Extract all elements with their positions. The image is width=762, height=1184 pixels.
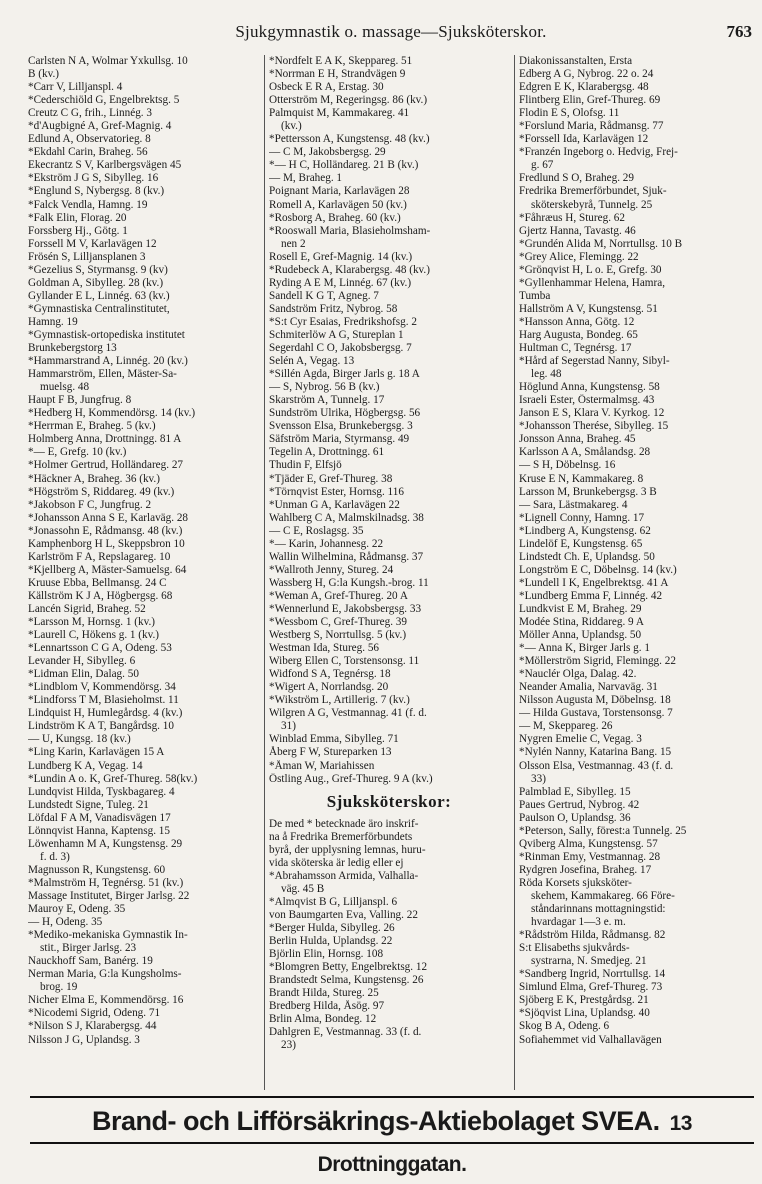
page-number: 763: [726, 22, 752, 41]
list-entry: — Sara, Lästmakareg. 4: [519, 498, 628, 511]
list-entry: *Franzén Ingeborg o. Hedvig, Frej-: [519, 146, 678, 159]
list-entry: — H, Odeng. 35: [28, 916, 103, 929]
list-entry: *Blomgren Betty, Engelbrektsg. 12: [269, 961, 428, 974]
list-entry: Skarström A, Tunnelg. 17: [269, 394, 385, 407]
list-entry: Åberg F W, Stureparken 13: [269, 746, 392, 759]
list-entry: Nygren Emelie C, Vegag. 3: [519, 733, 642, 746]
list-entry: Flodin E S, Olofsg. 11: [519, 107, 620, 120]
list-entry: *Englund S, Nybergsg. 8 (kv.): [28, 185, 165, 198]
list-entry: *Falk Elin, Florag. 20: [28, 211, 127, 224]
list-entry: *Rinman Emy, Vestmannag. 28: [519, 850, 661, 863]
list-entry: Palmblad E, Sibylleg. 15: [519, 785, 631, 798]
column-2-massage-list: [269, 55, 509, 786]
list-entry: Gyllander E L, Linnég. 63 (kv.): [28, 289, 170, 302]
list-entry: stit., Birger Jarlsg. 23: [40, 942, 137, 955]
list-entry: *Johansson Anna S E, Karlaväg. 28: [28, 511, 189, 524]
list-entry: *Lundin A o. K, Gref-Thureg. 58(kv.): [28, 772, 198, 785]
list-entry: Holmberg Anna, Drottningg. 81 A: [28, 433, 182, 446]
list-entry: *Lidman Elin, Dalag. 50: [28, 668, 139, 681]
list-entry: Lindstedt Ch. E, Uplandsg. 50: [519, 550, 655, 563]
list-entry: väg. 45 B: [281, 882, 325, 895]
list-entry: Longström E C, Döbelnsg. 14 (kv.): [519, 563, 677, 576]
list-entry: Qviberg Alma, Kungstensg. 57: [519, 837, 658, 850]
list-entry: Larsson M, Brunkebergsg. 3 B: [519, 485, 657, 498]
list-entry: Wilgren A G, Vestmannag. 41 (f. d.: [269, 707, 427, 720]
column-1: [28, 55, 258, 1090]
list-entry: Olsson Elsa, Vestmannag. 43 (f. d.: [519, 759, 674, 772]
list-entry: Sandström Fritz, Nybrog. 58: [269, 302, 398, 315]
list-entry: Mauroy E, Odeng. 35: [28, 903, 126, 916]
list-entry: Schmiterlöw A G, Stureplan 1: [269, 328, 404, 341]
list-entry: *Laurell C, Hökens g. 1 (kv.): [28, 629, 160, 642]
column-2: [264, 55, 509, 1090]
list-entry: hvardagar 1—3 e. m.: [531, 916, 626, 929]
list-entry: Höglund Anna, Kungstensg. 58: [519, 381, 660, 394]
list-entry: *S:t Cyr Esaias, Fredrikshofsg. 2: [269, 315, 417, 328]
column-3: [514, 55, 759, 1090]
list-entry: *Herrman E, Braheg. 5 (kv.): [28, 420, 156, 433]
list-entry: Nilsson Augusta M, Döbelnsg. 18: [519, 694, 671, 707]
list-entry: *Carr V, Lilljanspl. 4: [28, 81, 123, 94]
list-entry: *Johansson Therése, Sibylleg. 15: [519, 420, 669, 433]
list-entry: g. 67: [531, 159, 554, 172]
list-entry: Brandt Hilda, Stureg. 25: [269, 987, 379, 1000]
list-entry: — M, Skeppareg. 26: [519, 720, 613, 733]
list-entry: Palmquist M, Kammakareg. 41: [269, 107, 410, 120]
list-entry: *Peterson, Sally, förest:a Tunnelg. 25: [519, 824, 687, 837]
list-entry: Rydgren Josefina, Braheg. 17: [519, 863, 652, 876]
list-entry: muelsg. 48: [40, 381, 90, 394]
list-entry: *Malmström H, Tegnérsg. 51 (kv.): [28, 876, 184, 889]
list-entry: Simlund Elma, Gref-Thureg. 73: [519, 981, 663, 994]
list-entry: Neander Amalia, Narvaväg. 31: [519, 681, 658, 694]
list-entry: Otterström M, Regeringsg. 86 (kv.): [269, 94, 428, 107]
list-entry: Löwenhamn M A, Kungstensg. 29: [28, 837, 183, 850]
list-entry: Dahlgren E, Vestmannag. 33 (f. d.: [269, 1026, 422, 1039]
list-entry: *Larsson M, Hornsg. 1 (kv.): [28, 616, 155, 629]
list-entry: Sjöberg E K, Prestgårdsg. 21: [519, 994, 649, 1007]
list-entry: *Falck Vendla, Hamng. 19: [28, 198, 148, 211]
list-entry: — S, Nybrog. 56 B (kv.): [269, 381, 380, 394]
list-entry: Romell A, Karlavägen 50 (kv.): [269, 198, 407, 211]
list-entry: *Weman A, Gref-Thureg. 20 A: [269, 589, 408, 602]
list-entry: *Jonassohn E, Rådmansg. 48 (kv.): [28, 524, 183, 537]
list-entry: *Rosborg A, Braheg. 60 (kv.): [269, 211, 401, 224]
list-entry: Hammarström, Ellen, Mäster-Sa-: [28, 368, 177, 381]
list-entry: *Wikström L, Artillerig. 7 (kv.): [269, 694, 410, 707]
list-entry: 33): [531, 772, 546, 785]
list-entry: Massage Institutet, Birger Jarlsg. 22: [28, 890, 190, 902]
list-entry: *Lindberg A, Kungstensg. 62: [519, 524, 651, 537]
list-entry: *— E, Grefg. 10 (kv.): [28, 446, 127, 459]
list-entry: *Grönqvist H, L o. E, Grefg. 30: [519, 263, 662, 276]
list-entry: Lönnqvist Hanna, Kaptensg. 15: [28, 824, 170, 837]
list-entry: Berlin Hulda, Uplandsg. 22: [269, 935, 393, 948]
list-entry: *Grundén Alida M, Norrtullsg. 10 B: [519, 237, 683, 250]
section-title-sjukskoterskor: Sjuksköterskor:: [326, 791, 452, 811]
list-entry: *Sillén Agda, Birger Jarls g. 18 A: [269, 368, 420, 381]
list-entry: Forssberg Hj., Götg. 1: [28, 224, 128, 237]
list-entry: *d'Augbigné A, Gref-Magnig. 4: [28, 120, 172, 133]
list-entry: Segerdahl C O, Jakobsbergsg. 7: [269, 342, 412, 355]
list-entry: Bredberg Hilda, Åsög. 97: [269, 1000, 385, 1013]
list-entry: *Möllerström Sigrid, Flemingg. 22: [519, 655, 676, 668]
list-entry: Lundqvist Hilda, Tyskbagareg. 4: [28, 785, 175, 798]
list-entry: 23): [281, 1039, 296, 1052]
list-entry: Kruse E N, Kammakareg. 8: [519, 472, 644, 485]
list-entry: *Tjäder E, Gref-Thureg. 38: [269, 472, 393, 485]
list-entry: Harg Augusta, Bondeg. 65: [519, 328, 638, 341]
page-title: Sjukgymnastik o. massage—Sjuksköterskor.: [235, 22, 547, 41]
list-entry: *Nordfelt E A K, Skeppareg. 51: [269, 55, 413, 67]
list-entry: Möller Anna, Uplandsg. 50: [519, 629, 642, 642]
list-entry: Jonsson Anna, Braheg. 45: [519, 433, 636, 446]
list-entry: *Holmer Gertrud, Holländareg. 27: [28, 459, 184, 472]
list-entry: *Ekström J G S, Sibylleg. 16: [28, 172, 159, 185]
list-entry: *Sjöqvist Lina, Uplandsg. 40: [519, 1007, 650, 1020]
list-entry: Svensson Elsa, Brunkebergsg. 3: [269, 420, 413, 433]
list-entry: *Lindforss T M, Blasieholmst. 11: [28, 694, 179, 707]
list-entry: Brandstedt Selma, Kungstensg. 26: [269, 974, 424, 987]
list-entry: B (kv.): [28, 68, 59, 81]
list-entry: Westman Ida, Stureg. 56: [269, 642, 380, 655]
list-entry: Lindelöf E, Kungstensg. 65: [519, 537, 643, 550]
list-entry: Kamphenborg H L, Skeppsbron 10: [28, 537, 185, 550]
page-header: [30, 22, 752, 44]
list-entry: Paulson O, Uplandsg. 36: [519, 811, 631, 824]
footer-company: Brand- och Lifförsäkrings-Aktiebolaget SVEA.: [92, 1106, 660, 1136]
list-entry: *Lignell Conny, Hamng. 17: [519, 511, 645, 524]
list-entry: *Forslund Maria, Rådmansg. 77: [519, 120, 664, 133]
list-entry: Levander H, Sibylleg. 6: [28, 655, 136, 668]
list-entry: *Hedberg H, Kommendörsg. 14 (kv.): [28, 407, 196, 420]
list-entry: nen 2: [281, 237, 306, 250]
list-entry: *Nilson S J, Klarabergsg. 44: [28, 1020, 157, 1033]
list-entry: *Gymnastiska Centralinstitutet,: [28, 302, 170, 315]
list-entry: Poignant Maria, Karlavägen 28: [269, 185, 410, 198]
list-entry: Forssell M V, Karlavägen 12: [28, 237, 157, 250]
list-entry: *Gezelius S, Styrmansg. 9 (kv): [28, 263, 168, 276]
list-entry: *Jakobson F C, Jungfrug. 2: [28, 498, 152, 511]
list-entry: Tegelin A, Drottningg. 61: [269, 446, 385, 459]
directory-columns: [28, 55, 754, 1090]
list-entry: *Törnqvist Ester, Hornsg. 116: [269, 485, 404, 498]
list-entry: — Hilda Gustava, Torstensonsg. 7: [519, 707, 673, 720]
advertisement-footer: [30, 1102, 754, 1176]
list-entry: Nauckhoff Sam, Banérg. 19: [28, 955, 153, 968]
list-entry: Creutz C G, frih., Linnég. 3: [28, 107, 152, 120]
list-entry: Osbeck E R A, Erstag. 30: [269, 81, 384, 94]
list-entry: *Unman G A, Karlavägen 22: [269, 498, 400, 511]
list-entry: Wallin Wilhelmina, Rådmansg. 37: [269, 550, 424, 563]
list-entry: Tumba: [519, 289, 551, 302]
list-entry: Diakonissanstalten, Ersta: [519, 55, 633, 67]
list-entry: Ryding A E M, Linnég. 67 (kv.): [269, 276, 412, 289]
list-entry: Östling Aug., Gref-Thureg. 9 A (kv.): [269, 772, 433, 785]
list-entry: Karlsson A A, Smålandsg. 28: [519, 446, 651, 459]
list-entry: leg. 48: [531, 368, 562, 381]
list-entry: *Åman W, Mariahissen: [269, 759, 375, 772]
list-entry: Nicher Elma E, Kommendörsg. 16: [28, 994, 184, 1007]
list-entry: Röda Korsets sjuksköter-: [519, 876, 632, 889]
list-entry: Brunkebergstorg 13: [28, 342, 117, 355]
list-entry: *Rudebeck A, Klarabergsg. 48 (kv.): [269, 263, 430, 276]
list-entry: *Gymnastisk-ortopediska institutet: [28, 328, 185, 341]
list-entry: *Nauclér Olga, Dalag. 42.: [519, 668, 637, 681]
list-entry: *Hansson Anna, Götg. 12: [519, 315, 635, 328]
list-entry: Hamng. 19: [28, 315, 78, 328]
list-entry: Sundström Ulrika, Högbergsg. 56: [269, 407, 421, 420]
list-entry: *Lennartsson C G A, Odeng. 53: [28, 642, 172, 655]
list-entry: — U, Kungsg. 18 (kv.): [28, 733, 131, 746]
list-entry: vida sköterska är ledig eller ej: [269, 856, 404, 869]
list-entry: *Rådström Hilda, Rådmansg. 82: [519, 929, 666, 942]
list-entry: Lindström K A T, Bangårdsg. 10: [28, 720, 174, 733]
list-entry: Janson E S, Klara V. Kyrkog. 12: [519, 407, 665, 420]
list-entry: — M, Braheg. 1: [269, 172, 343, 185]
list-entry: ståndarinnans mottagningstid:: [531, 903, 666, 916]
list-entry: von Baumgarten Eva, Valling. 22: [269, 908, 418, 921]
list-entry: Edlund A, Observatorieg. 8: [28, 133, 151, 146]
list-entry: Paues Gertrud, Nybrog. 42: [519, 798, 640, 811]
list-entry: *Häckner A, Braheg. 36 (kv.): [28, 472, 160, 485]
list-entry: Lundberg K A, Vegag. 14: [28, 759, 143, 772]
list-entry: skehem, Kammakareg. 66 Före-: [531, 890, 675, 902]
list-entry: (kv.): [281, 120, 302, 133]
list-entry: Edgren E K, Klarabergsg. 48: [519, 81, 649, 94]
list-entry: Fredlund S O, Braheg. 29: [519, 172, 634, 185]
list-entry: *Abrahamsson Armida, Valhalla-: [269, 869, 419, 882]
list-entry: *Högström S, Riddareg. 49 (kv.): [28, 485, 175, 498]
list-entry: *— Anna K, Birger Jarls g. 1: [519, 642, 650, 655]
list-entry: brog. 19: [40, 981, 78, 994]
list-entry: *Ekdahl Carin, Braheg. 56: [28, 146, 148, 159]
list-entry: na å Fredrika Bremerförbundets: [269, 830, 413, 843]
list-entry: Frösén S, Lilljansplanen 3: [28, 250, 146, 263]
list-entry: Selén A, Vegag. 13: [269, 355, 355, 368]
list-entry: systrarna, N. Smedjeg. 21: [531, 955, 647, 968]
list-entry: Björlin Elin, Hornsg. 108: [269, 948, 384, 961]
list-entry: *Forssell Ida, Karlavägen 12: [519, 133, 649, 146]
list-entry: Modée Stina, Riddareg. 9 A: [519, 616, 644, 629]
list-entry: *Wessbom C, Gref-Thureg. 39: [269, 616, 407, 629]
list-entry: Wahlberg C A, Malmskilnadsg. 38: [269, 511, 424, 524]
list-entry: De med * betecknade äro inskrif-: [269, 817, 419, 830]
list-entry: f. d. 3): [40, 850, 70, 863]
list-entry: *Nylén Nanny, Katarina Bang. 15: [519, 746, 672, 759]
list-entry: Haupt F B, Jungfrug. 8: [28, 394, 132, 407]
list-entry: *Hammarstrand A, Linnég. 20 (kv.): [28, 355, 188, 368]
footer-rule-top: [30, 1096, 754, 1098]
list-entry: Brlin Alma, Bondeg. 12: [269, 1013, 377, 1026]
list-entry: Karlström F A, Repslagareg. 10: [28, 550, 171, 563]
list-entry: *Wennerlund E, Jakobsbergsg. 33: [269, 602, 422, 615]
list-entry: Thudin F, Elfsjö: [269, 459, 342, 472]
list-entry: *— H C, Holländareg. 21 B (kv.): [269, 159, 419, 172]
list-entry: Israeli Ester, Östermalmsg. 43: [519, 394, 655, 407]
list-entry: *Nicodemi Sigrid, Odeng. 71: [28, 1007, 161, 1020]
list-entry: Magnusson R, Kungstensg. 60: [28, 863, 166, 876]
list-entry: *Sandberg Ingrid, Norrtullsg. 14: [519, 968, 666, 981]
list-entry: *Fåhræus H, Stureg. 62: [519, 211, 625, 224]
list-entry: Skog B A, Odeng. 6: [519, 1020, 610, 1033]
list-entry: Lundkvist E M, Braheg. 29: [519, 602, 642, 615]
list-entry: 31): [281, 720, 296, 733]
list-entry: Sandell K G T, Agneg. 7: [269, 289, 379, 302]
list-entry: *Mediko-mekaniska Gymnastik In-: [28, 929, 188, 942]
list-entry: *Berger Hulda, Sibylleg. 26: [269, 922, 395, 934]
list-entry: *Lundberg Emma F, Linnég. 42: [519, 589, 663, 602]
list-entry: Widfond S A, Tegnérsg. 18: [269, 668, 391, 681]
list-entry: *Grey Alice, Flemingg. 22: [519, 250, 639, 263]
list-entry: byrå, der upplysning lemnas, huru-: [269, 843, 426, 856]
list-entry: — S H, Döbelnsg. 16: [519, 459, 616, 472]
list-entry: Säfström Maria, Styrmansg. 49: [269, 433, 410, 446]
list-entry: *Wigert A, Norrlandsg. 20: [269, 681, 389, 694]
list-entry: Ekecrantz S V, Karlbergsvägen 45: [28, 159, 182, 172]
list-entry: *Almqvist B G, Lilljanspl. 6: [269, 895, 398, 908]
list-entry: Winblad Emma, Sibylleg. 71: [269, 733, 399, 746]
list-entry: *Lundell I K, Engelbrektsg. 41 A: [519, 576, 669, 589]
list-entry: Lundstedt Signe, Tuleg. 21: [28, 798, 149, 811]
list-entry: Lancén Sigrid, Braheg. 52: [28, 602, 146, 615]
list-entry: Westberg S, Norrtullsg. 5 (kv.): [269, 629, 407, 642]
list-entry: Gjertz Hanna, Tavastg. 46: [519, 224, 636, 237]
list-entry: Wiberg Ellen C, Torstensonsg. 11: [269, 655, 420, 668]
list-entry: Kruuse Ebba, Bellmansg. 24 C: [28, 576, 167, 589]
list-entry: Nerman Maria, G:la Kungsholms-: [28, 968, 182, 981]
list-entry: Carlsten N A, Wolmar Yxkullsg. 10: [28, 55, 188, 67]
list-entry: Hallström A V, Kungstensg. 51: [519, 302, 658, 315]
list-entry: *Rooswall Maria, Blasieholmsham-: [269, 224, 431, 237]
list-entry: *Lindblom V, Kommendörsg. 34: [28, 681, 176, 694]
list-entry: Källström K J A, Högbergsg. 68: [28, 589, 173, 602]
list-entry: sköterskebyrå, Tunnelg. 25: [531, 198, 653, 211]
column-2-nurse-list: [269, 818, 509, 1053]
list-entry: Rosell E, Gref-Magnig. 14 (kv.): [269, 250, 413, 263]
list-entry: — C M, Jakobsbergsg. 29: [269, 146, 386, 159]
footer-rule-bottom: [30, 1142, 754, 1144]
list-entry: *Norrman E H, Strandvägen 9: [269, 68, 406, 81]
list-entry: *— Karin, Johannesg. 22: [269, 537, 384, 550]
list-entry: — C E, Roslagsg. 35: [269, 524, 364, 537]
list-entry: Löfdal F A M, Vanadisvägen 17: [28, 811, 171, 824]
list-entry: *Kjellberg A, Mäster-Samuelsg. 64: [28, 563, 187, 576]
list-entry: Fredrika Bremerförbundet, Sjuk-: [519, 185, 667, 198]
list-entry: *Cederschiöld G, Engelbrektsg. 5: [28, 94, 180, 107]
list-entry: S:t Elisabeths sjukvårds-: [519, 942, 630, 955]
list-entry: *Ling Karin, Karlavägen 15 A: [28, 746, 165, 759]
list-entry: *Wallroth Jenny, Stureg. 24: [269, 563, 394, 576]
list-entry: Hultman C, Tegnérsg. 17: [519, 342, 632, 355]
list-entry: Flintberg Elin, Gref-Thureg. 69: [519, 94, 661, 107]
footer-address: 13 Drottninggatan.: [317, 1112, 692, 1176]
list-entry: *Gyllenhammar Helena, Hamra,: [519, 276, 666, 289]
list-entry: Sofiahemmet vid Valhallavägen: [519, 1033, 662, 1046]
list-entry: *Hård af Segerstad Nanny, Sibyl-: [519, 355, 670, 368]
list-entry: Edberg A G, Nybrog. 22 o. 24: [519, 68, 654, 81]
list-entry: Goldman A, Sibylleg. 28 (kv.): [28, 276, 164, 289]
list-entry: *Pettersson A, Kungstensg. 48 (kv.): [269, 133, 430, 146]
list-entry: Wassberg H, G:la Kungsh.-brog. 11: [269, 576, 429, 589]
list-entry: Lindquist H, Humlegårdsg. 4 (kv.): [28, 707, 183, 720]
list-entry: Nilsson J G, Uplandsg. 3: [28, 1033, 140, 1046]
